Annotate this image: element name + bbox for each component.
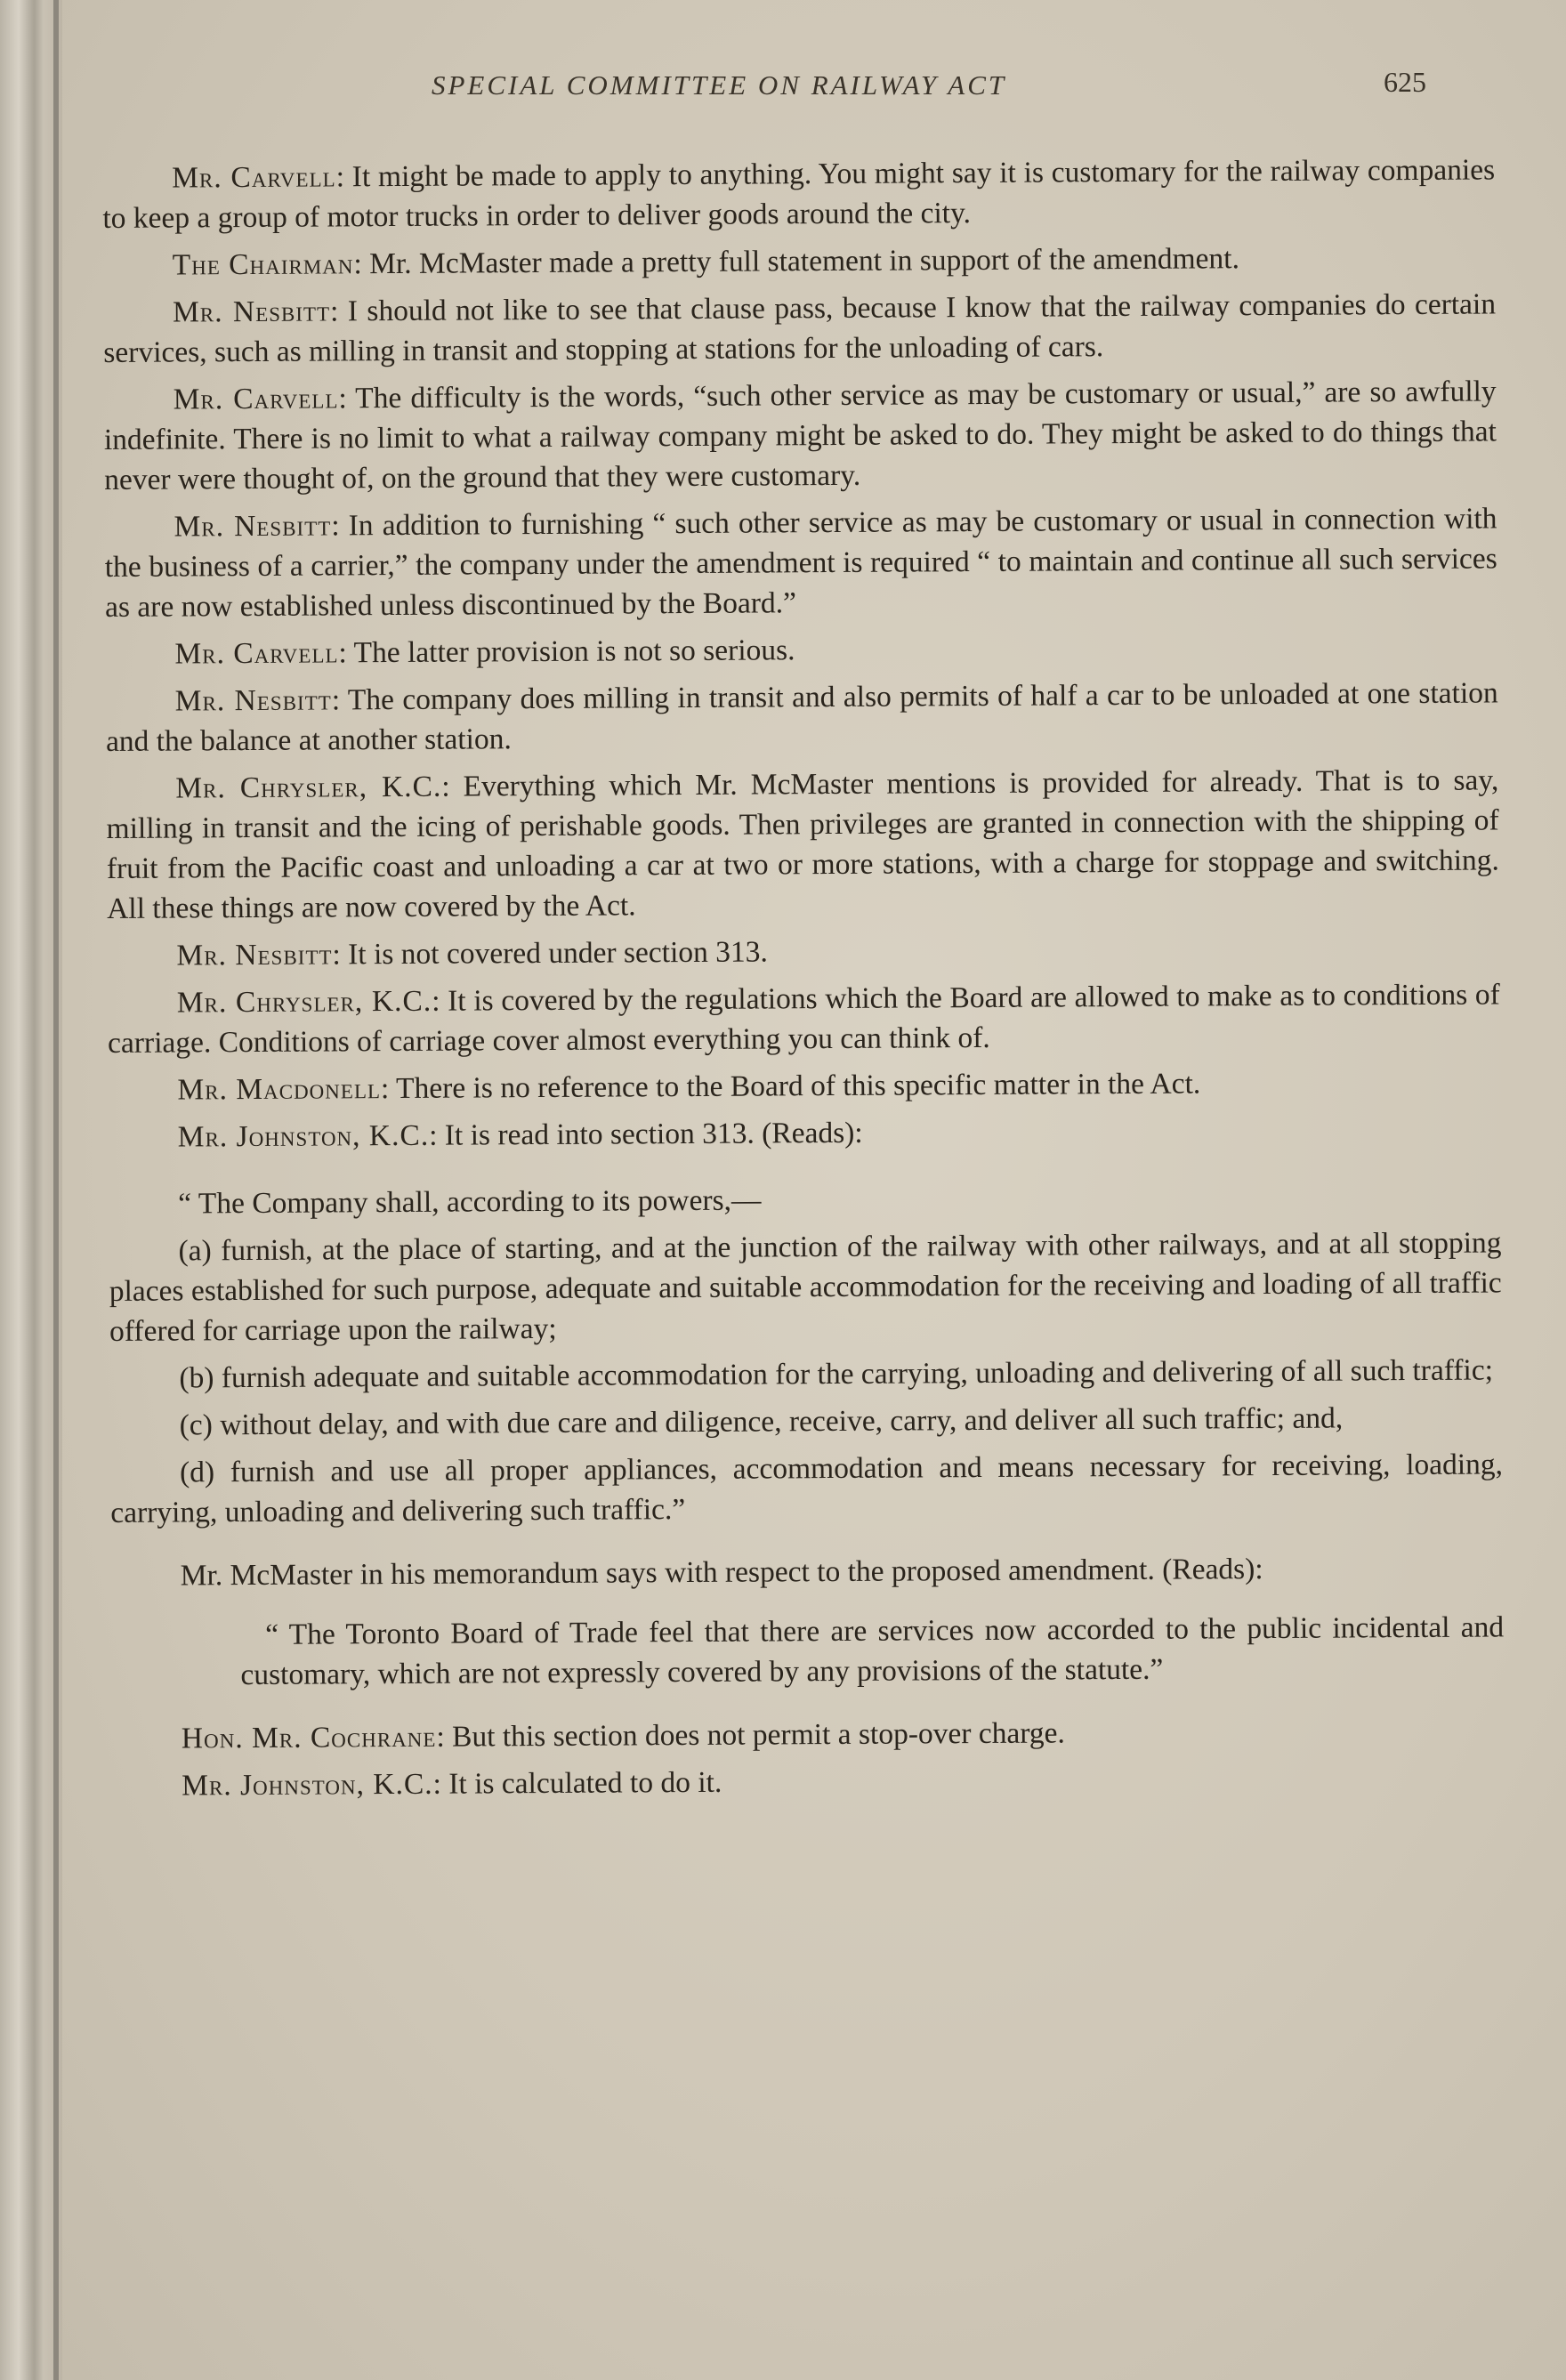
document-page: [62, 0, 1566, 2380]
speech: : The difficulty is the words, “such other service as may be customary or usual,” are so awfully indefinite. There is no limit to what a railway company might be asked to do. They might be asked to do things that never were thought of, on the ground that they were customary.: [103, 375, 1497, 496]
speech: : The latter provision is not so serious.: [338, 633, 795, 670]
paragraph: [107, 927, 1499, 976]
paragraph: [112, 1757, 1505, 1806]
paragraph: [105, 625, 1497, 674]
paragraph: [103, 237, 1496, 286]
speech: : I should not like to see that clause pass, because I know that the railway companies do certain services, such as milling in transit and stopping at stations for the unloading of cars.: [103, 287, 1497, 369]
speaker: Mr. Chrysler, K.C.: [175, 770, 442, 805]
paragraph: [106, 760, 1499, 929]
speaker: Mr. Johnston, K.C.: [177, 1118, 430, 1154]
quote-item: (a) furnish, at the place of starting, and at the junction of the railway with other railways, and at all stopping places established for such purpose, adequate and suitable accommodation for the receiving and loading of all traffic offered for carriage upon the railway;: [109, 1226, 1502, 1348]
quote-item: (d) furnish and use all proper appliances, accommodation and means necessary for receiving, loading, carrying, unloading and delivering such traffic.”: [110, 1448, 1504, 1529]
speaker: Mr. Carvell: [173, 382, 339, 416]
speaker: Mr. Nesbitt: [174, 509, 332, 544]
paragraph: [102, 149, 1496, 238]
quote-intro: “ The Company shall, according to its powers,—: [178, 1183, 762, 1221]
memo-quote: [240, 1607, 1505, 1695]
speaker: Mr. Carvell: [172, 160, 336, 195]
speaker: Mr. Carvell: [174, 636, 339, 671]
speech: : The company does milling in transit and also permits of half a car to be unloaded at one station and the balance at another station.: [105, 676, 1498, 758]
page-number: 625: [1384, 66, 1426, 98]
speech: : It is not covered under section 313.: [332, 935, 768, 972]
speech: : It is read into section 313. (Reads):: [429, 1116, 863, 1152]
speaker: Hon. Mr. Cochrane: [181, 1720, 437, 1755]
statute-quote: [109, 1175, 1503, 1533]
memo-quote-text: “ The Toronto Board of Trade feel that there are services now accorded to the public incidental and customary, which are not expressly covered by any provisions of the statute.”: [240, 1610, 1505, 1692]
binding-shadow: [53, 0, 59, 2380]
paragraph: [112, 1710, 1505, 1759]
speech: : It is covered by the regulations which the Board are allowed to make as to conditions of carriage. Conditions of carriage cover almost everything you can think of.: [107, 978, 1500, 1060]
speech: : In addition to furnishing “ such other service as may be customary or usual in connection with the business of a carrier,” the company under the amendment is required “ to maintain and continue all such services as are now established unless discontinued by the Board.”: [104, 502, 1497, 624]
paragraph: [104, 371, 1497, 500]
body-text: [102, 149, 1505, 1813]
paragraph: [103, 284, 1497, 373]
speaker: Mr. Nesbitt: [172, 294, 331, 329]
speech: : Mr. McMaster made a pretty full statement in support of the amendment.: [353, 242, 1240, 281]
paragraph: [106, 673, 1499, 762]
speech: : Everything which Mr. McMaster mentions is provided for already. That is to say, milling in transit and the icing of perishable goods. Then privileges are granted in connection with the shipping of fruit from the Pacific coast and unloading a car at two or more stations, with a charge for stoppage and switching. All these things are now covered by the Act.: [106, 763, 1499, 925]
quote-item: (b) furnish adequate and suitable accommodation for the carrying, unloading and delivering of all such traffic;: [179, 1353, 1494, 1395]
speaker: Mr. Nesbitt: [174, 683, 332, 718]
paragraph: [108, 1061, 1500, 1110]
speaker: Mr. Johnston, K.C.: [182, 1767, 433, 1803]
speaker: Mr. Nesbitt: [176, 938, 333, 972]
speaker: Mr. Chrysler, K.C.: [176, 984, 432, 1020]
memo-intro: Mr. McMaster in his memorandum says with respect to the proposed amendment. (Reads):: [180, 1553, 1263, 1593]
running-head: [62, 64, 1566, 109]
quote-item: (c) without delay, and with due care and diligence, receive, carry, and deliver all such traffic; and,: [179, 1401, 1344, 1442]
paragraph: [104, 498, 1497, 627]
speech: : There is no reference to the Board of this specific matter in the Act.: [380, 1067, 1201, 1106]
paragraph: [108, 974, 1501, 1063]
running-title: SPECIAL COMMITTEE ON RAILWAY ACT: [432, 69, 1007, 101]
speech: : But this section does not permit a stop-over charge.: [436, 1716, 1065, 1754]
speaker: Mr. Macdonell: [177, 1072, 382, 1107]
speech: : It might be made to apply to anything. You might say it is customary for the railway companies to keep a group of motor trucks in order to deliver goods around the city.: [102, 153, 1496, 235]
speech: : It is calculated to do it.: [432, 1765, 722, 1801]
paragraph: [109, 1109, 1501, 1158]
speaker: The Chairman: [172, 247, 354, 282]
